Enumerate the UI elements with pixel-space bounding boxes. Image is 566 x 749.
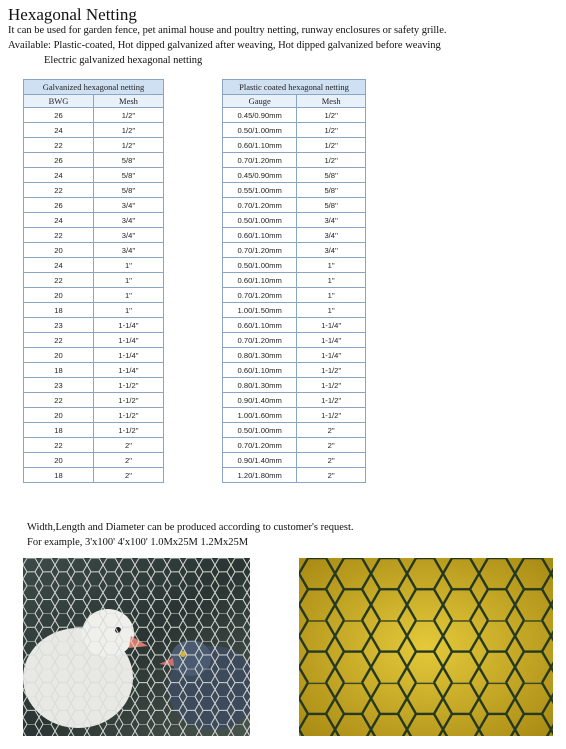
table-row xyxy=(24,213,164,228)
size-cell: 0.70/1.20mm xyxy=(223,288,297,303)
plastic-table xyxy=(222,79,366,483)
table-row xyxy=(24,408,164,423)
mesh-cell: 1'' xyxy=(297,303,366,318)
bwg-header: BWG xyxy=(24,95,94,108)
mesh-cell: 5/8'' xyxy=(297,198,366,213)
mesh-cell: 2'' xyxy=(94,468,164,483)
plastic-caption: Plastic coated hexagonal netting xyxy=(223,80,366,95)
size-cell: 22 xyxy=(24,393,94,408)
mesh-cell: 1-1/2'' xyxy=(297,378,366,393)
table-row xyxy=(223,453,366,468)
mesh-cell: 1-1/4'' xyxy=(297,348,366,363)
size-cell: 23 xyxy=(24,318,94,333)
size-cell: 0.55/1.00mm xyxy=(223,183,297,198)
mesh-cell: 1/2'' xyxy=(297,153,366,168)
mesh-cell: 1/2'' xyxy=(297,138,366,153)
table-row xyxy=(24,363,164,378)
mesh-cell: 1-1/2'' xyxy=(94,378,164,393)
size-cell: 26 xyxy=(24,108,94,123)
size-cell: 0.70/1.20mm xyxy=(223,153,297,168)
size-cell: 0.45/0.90mm xyxy=(223,168,297,183)
size-cell: 26 xyxy=(24,198,94,213)
mesh-cell: 3/4'' xyxy=(94,198,164,213)
mesh-cell: 5/8'' xyxy=(297,183,366,198)
mesh-cell: 3/4'' xyxy=(94,213,164,228)
mesh-cell: 1-1/2'' xyxy=(94,393,164,408)
gauge-header: Gauge xyxy=(223,95,297,108)
mesh-cell: 5/8'' xyxy=(94,183,164,198)
size-cell: 0.90/1.40mm xyxy=(223,453,297,468)
size-cell: 18 xyxy=(24,468,94,483)
mesh-cell: 1-1/4'' xyxy=(94,363,164,378)
mesh-cell: 1-1/4'' xyxy=(297,318,366,333)
table-row xyxy=(223,168,366,183)
mesh-cell: 1-1/2'' xyxy=(94,423,164,438)
table-row xyxy=(24,468,164,483)
size-cell: 22 xyxy=(24,438,94,453)
size-cell: 20 xyxy=(24,348,94,363)
table-row xyxy=(223,363,366,378)
table-row xyxy=(223,423,366,438)
mesh-cell: 5/8'' xyxy=(297,168,366,183)
size-cell: 22 xyxy=(24,333,94,348)
size-cell: 0.50/1.00mm xyxy=(223,123,297,138)
table-row xyxy=(223,408,366,423)
mesh-cell: 2'' xyxy=(94,438,164,453)
mesh-cell: 3/4'' xyxy=(94,228,164,243)
size-cell: 23 xyxy=(24,378,94,393)
mesh-cell: 5/8'' xyxy=(94,153,164,168)
table-row xyxy=(223,318,366,333)
mesh-cell: 2'' xyxy=(297,453,366,468)
size-cell: 24 xyxy=(24,168,94,183)
size-cell: 1.00/1.60mm xyxy=(223,408,297,423)
table-row xyxy=(24,243,164,258)
mesh-cell: 3/4'' xyxy=(297,228,366,243)
mesh-cell: 1'' xyxy=(94,258,164,273)
size-cell: 24 xyxy=(24,258,94,273)
table-row xyxy=(223,333,366,348)
table-row xyxy=(24,198,164,213)
size-cell: 0.60/1.10mm xyxy=(223,318,297,333)
mesh-cell: 2'' xyxy=(297,438,366,453)
size-cell: 20 xyxy=(24,408,94,423)
size-cell: 0.60/1.10mm xyxy=(223,228,297,243)
page-title: Hexagonal Netting xyxy=(8,5,137,24)
table-row xyxy=(223,468,366,483)
mesh-cell: 1-1/2'' xyxy=(94,408,164,423)
table-row xyxy=(223,123,366,138)
table-row xyxy=(223,228,366,243)
table-row xyxy=(24,123,164,138)
table-row xyxy=(223,303,366,318)
table-row xyxy=(24,228,164,243)
size-cell: 22 xyxy=(24,183,94,198)
table-row xyxy=(24,333,164,348)
size-cell: 0.70/1.20mm xyxy=(223,333,297,348)
table-row xyxy=(24,258,164,273)
table-row xyxy=(24,318,164,333)
size-cell: 1.20/1.80mm xyxy=(223,468,297,483)
table-row xyxy=(24,378,164,393)
size-cell: 20 xyxy=(24,243,94,258)
example-sizes: For example, 3'x100' 4'x100' 1.0Mx25M 1.2Mx25M xyxy=(27,537,249,548)
mesh-cell: 1-1/4'' xyxy=(94,348,164,363)
mesh-cell: 2'' xyxy=(297,423,366,438)
mesh-cell: 1/2'' xyxy=(94,138,164,153)
size-cell: 0.50/1.00mm xyxy=(223,423,297,438)
mesh-cell: 2'' xyxy=(94,453,164,468)
table-row xyxy=(24,423,164,438)
size-cell: 26 xyxy=(24,153,94,168)
mesh-cell: 1-1/2'' xyxy=(297,363,366,378)
mesh-cell: 1'' xyxy=(297,258,366,273)
mesh-cell: 3/4'' xyxy=(94,243,164,258)
mesh-cell: 1/2'' xyxy=(94,108,164,123)
pigeon-photo xyxy=(23,558,250,736)
size-cell: 0.60/1.10mm xyxy=(223,273,297,288)
intro-usage: It can be used for garden fence, pet animal house and poultry netting, runway enclosures or safety grille. xyxy=(8,25,447,36)
table-row xyxy=(24,393,164,408)
mesh-cell: 1-1/4'' xyxy=(297,333,366,348)
table-row xyxy=(223,183,366,198)
table-row xyxy=(24,288,164,303)
mesh-cell: 1/2'' xyxy=(297,108,366,123)
table-row xyxy=(223,138,366,153)
mesh-cell: 3/4'' xyxy=(297,213,366,228)
table-row xyxy=(24,153,164,168)
size-cell: 1.00/1.50mm xyxy=(223,303,297,318)
size-cell: 0.45/0.90mm xyxy=(223,108,297,123)
table-row xyxy=(24,348,164,363)
table-row xyxy=(24,303,164,318)
mesh-cell: 1-1/4'' xyxy=(94,333,164,348)
size-cell: 18 xyxy=(24,363,94,378)
size-cell: 20 xyxy=(24,288,94,303)
table-row xyxy=(24,108,164,123)
size-cell: 18 xyxy=(24,303,94,318)
table-row xyxy=(223,348,366,363)
size-cell: 18 xyxy=(24,423,94,438)
size-cell: 22 xyxy=(24,138,94,153)
mesh-header: Mesh xyxy=(297,95,366,108)
size-cell: 0.90/1.40mm xyxy=(223,393,297,408)
netting-closeup-photo xyxy=(299,558,553,736)
mesh-cell: 1/2'' xyxy=(94,123,164,138)
table-row xyxy=(24,138,164,153)
size-cell: 0.70/1.20mm xyxy=(223,198,297,213)
mesh-cell: 1'' xyxy=(297,273,366,288)
intro-available: Available: Plastic-coated, Hot dipped galvanized after weaving, Hot dipped galvanized before weaving xyxy=(8,40,441,51)
table-row xyxy=(24,168,164,183)
mesh-cell: 1'' xyxy=(94,288,164,303)
size-cell: 0.80/1.30mm xyxy=(223,378,297,393)
mesh-cell: 1-1/4'' xyxy=(94,318,164,333)
table-row xyxy=(24,183,164,198)
mesh-cell: 2'' xyxy=(297,468,366,483)
mesh-cell: 1-1/2'' xyxy=(297,408,366,423)
table-row xyxy=(223,393,366,408)
size-cell: 0.70/1.20mm xyxy=(223,243,297,258)
mesh-cell: 1-1/2'' xyxy=(297,393,366,408)
table-row xyxy=(223,108,366,123)
size-cell: 20 xyxy=(24,453,94,468)
table-row xyxy=(223,273,366,288)
size-cell: 0.70/1.20mm xyxy=(223,438,297,453)
size-cell: 22 xyxy=(24,228,94,243)
table-row xyxy=(223,153,366,168)
size-cell: 0.50/1.00mm xyxy=(223,213,297,228)
size-cell: 0.60/1.10mm xyxy=(223,138,297,153)
mesh-header: Mesh xyxy=(94,95,164,108)
mesh-cell: 1'' xyxy=(94,273,164,288)
mesh-cell: 5/8'' xyxy=(94,168,164,183)
custom-size-note: Width,Length and Diameter can be produced according to customer's request. xyxy=(27,522,354,533)
table-row xyxy=(223,438,366,453)
table-row xyxy=(223,378,366,393)
size-cell: 0.80/1.30mm xyxy=(223,348,297,363)
size-cell: 24 xyxy=(24,213,94,228)
table-row xyxy=(223,213,366,228)
table-row xyxy=(223,258,366,273)
size-cell: 0.60/1.10mm xyxy=(223,363,297,378)
table-row xyxy=(24,273,164,288)
table-row xyxy=(223,288,366,303)
size-cell: 24 xyxy=(24,123,94,138)
intro-electric: Electric galvanized hexagonal netting xyxy=(44,55,203,66)
mesh-cell: 3/4'' xyxy=(297,243,366,258)
table-row xyxy=(24,453,164,468)
galvanized-caption: Galvanized hexagonal netting xyxy=(24,80,164,95)
galvanized-table xyxy=(23,79,164,483)
table-row xyxy=(24,438,164,453)
size-cell: 22 xyxy=(24,273,94,288)
size-cell: 0.50/1.00mm xyxy=(223,258,297,273)
mesh-cell: 1'' xyxy=(94,303,164,318)
table-row xyxy=(223,198,366,213)
table-row xyxy=(223,243,366,258)
mesh-cell: 1/2'' xyxy=(297,123,366,138)
mesh-cell: 1'' xyxy=(297,288,366,303)
